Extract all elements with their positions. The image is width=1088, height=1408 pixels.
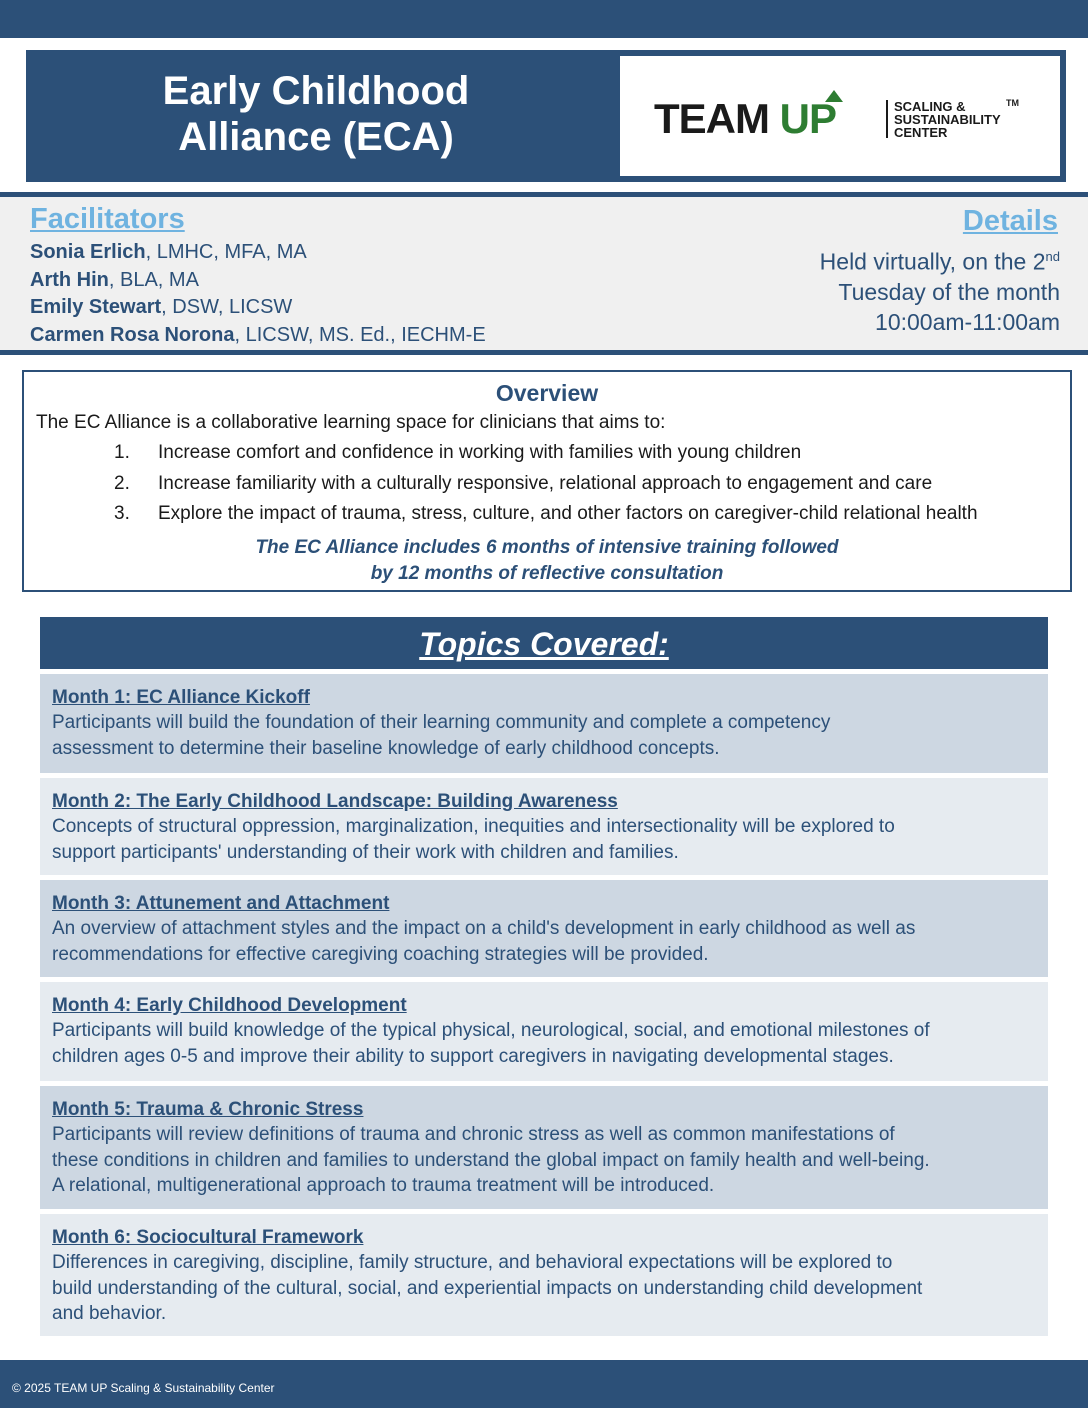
facilitator: [30, 294, 486, 322]
topic-title: Month 6: Sociocultural Framework: [52, 1227, 364, 1248]
logo-up: UP: [779, 95, 837, 142]
topic-desc-line: recommendations for effective caregiving coaching strategies will be provided.: [52, 943, 709, 965]
list-number: 1.: [114, 442, 130, 463]
topic-desc-line: Differences in caregiving, discipline, family structure, and behavioral expectations will be explored to: [52, 1252, 893, 1273]
topic-desc-line: An overview of attachment styles and the impact on a child's development in early childhood as well as: [52, 918, 916, 939]
list-item: [114, 440, 978, 471]
facilitator-credentials: , LICSW, MS. Ed., IECHM-E: [234, 324, 486, 347]
topic-month-1: [40, 669, 1048, 773]
facilitator-name: Carmen Rosa Norona: [30, 324, 235, 347]
details-heading: Details: [962, 205, 1058, 237]
logo-team: TEAM: [654, 95, 769, 142]
topic-month-4: [40, 977, 1048, 1081]
page-title: [26, 68, 606, 160]
topic-month-3: [40, 875, 1048, 977]
title-line-1: Early Childhood: [162, 69, 470, 113]
topic-title: Month 2: The Early Childhood Landscape: Building Awareness: [52, 791, 618, 812]
overview-note: [24, 535, 1070, 587]
logo-sub-2: SUSTAINABILITY: [894, 112, 1001, 127]
topic-desc-line: Participants will review definitions of trauma and chronic stress as well as common manifestations of: [52, 1124, 895, 1145]
topic-desc-line: Participants will build the foundation of their learning community and complete a competency: [52, 712, 831, 733]
facilitator: [30, 322, 486, 350]
list-item: [114, 471, 978, 502]
topic-title: Month 1: EC Alliance Kickoff: [52, 687, 310, 708]
overview-note-line-1: The EC Alliance includes 6 months of intensive training followed: [255, 537, 839, 558]
list-text: Explore the impact of trauma, stress, culture, and other factors on caregiver-child relational health: [158, 503, 978, 524]
topics-heading: Topics Covered:: [40, 617, 1048, 669]
team-up-logo: [620, 56, 1060, 176]
logo-wordmark: [654, 96, 836, 142]
topic-title: Month 5: Trauma & Chronic Stress: [52, 1099, 364, 1120]
facilitator-credentials: , DSW, LICSW: [161, 296, 293, 319]
details-ordinal: nd: [1045, 249, 1060, 264]
title-line-2: Alliance (ECA): [178, 115, 454, 159]
logo-sub-1: SCALING &: [894, 99, 966, 114]
details-schedule: Held virtually, on the 2: [819, 248, 1046, 275]
facilitators-list: [30, 239, 486, 350]
topic-desc-line: assessment to determine their baseline knowledge of early childhood concepts.: [52, 737, 720, 759]
topic-desc-line: these conditions in children and families to understand the global impact on family health and well-being.: [52, 1149, 930, 1171]
topic-desc-line: Participants will build knowledge of the typical physical, neurological, social, and emotional milestones of: [52, 1020, 930, 1041]
list-item: [114, 501, 978, 532]
logo-subtitle: [894, 100, 1001, 139]
overview-note-line-2: by 12 months of reflective consultation: [370, 563, 724, 584]
list-text: Increase comfort and confidence in working with families with young children: [158, 442, 802, 463]
details-line-2: Tuesday of the month: [838, 278, 1060, 305]
topic-desc-line: support participants' understanding of their work with children and families.: [52, 841, 679, 863]
topic-month-5: [40, 1081, 1048, 1209]
up-arrow-icon: [825, 90, 843, 102]
facilitator-credentials: , BLA, MA: [108, 268, 199, 291]
topic-title: Month 4: Early Childhood Development: [52, 995, 407, 1016]
facilitator-name: Arth Hin: [30, 268, 109, 291]
topic-desc-line: and behavior.: [52, 1303, 167, 1324]
facilitator-credentials: , LMHC, MFA, MA: [145, 241, 307, 263]
trademark-mark: TM: [1006, 98, 1019, 108]
facilitators-heading: Facilitators: [30, 203, 185, 235]
topic-desc-line: Concepts of structural oppression, marginalization, inequities and intersectionality will be explored to: [52, 816, 895, 837]
logo-sub-3: CENTER: [894, 125, 948, 140]
top-bar: [0, 0, 1088, 38]
list-text: Increase familiarity with a culturally responsive, relational approach to engagement and care: [158, 472, 933, 494]
logo-divider: [886, 100, 888, 138]
overview-intro: The EC Alliance is a collaborative learning space for clinicians that aims to:: [36, 412, 666, 433]
topic-title: Month 3: Attunement and Attachment: [52, 893, 390, 914]
list-number: 3.: [114, 503, 130, 524]
facilitator: [30, 239, 486, 267]
facilitator: [30, 267, 486, 295]
overview-heading: Overview: [495, 380, 599, 406]
topic-month-2: [40, 773, 1048, 875]
topic-desc-line: children ages 0-5 and improve their ability to support caregivers in navigating developmental stages.: [52, 1045, 894, 1067]
details-time: 10:00am-11:00am: [875, 308, 1060, 335]
topic-desc-line: build understanding of the cultural, social, and experiential impacts on understanding child development: [52, 1277, 923, 1299]
facilitator-name: Emily Stewart: [30, 296, 162, 319]
topic-desc-line: A relational, multigenerational approach to trauma treatment will be introduced.: [52, 1175, 715, 1196]
details-line-1: [820, 242, 1060, 277]
topic-month-6: [40, 1209, 1048, 1336]
header-banner: [26, 50, 1066, 182]
details-text: [820, 242, 1060, 337]
overview-list: [114, 440, 978, 532]
divider-bottom: [0, 350, 1088, 355]
facilitator-name: Sonia Erlich: [30, 241, 146, 263]
overview-box: [22, 370, 1072, 592]
topics-section: [40, 617, 1048, 1336]
list-number: 2.: [114, 472, 130, 494]
footer-bar: [0, 1360, 1088, 1408]
copyright-text: © 2025 TEAM UP Scaling & Sustainability Center: [12, 1381, 275, 1395]
